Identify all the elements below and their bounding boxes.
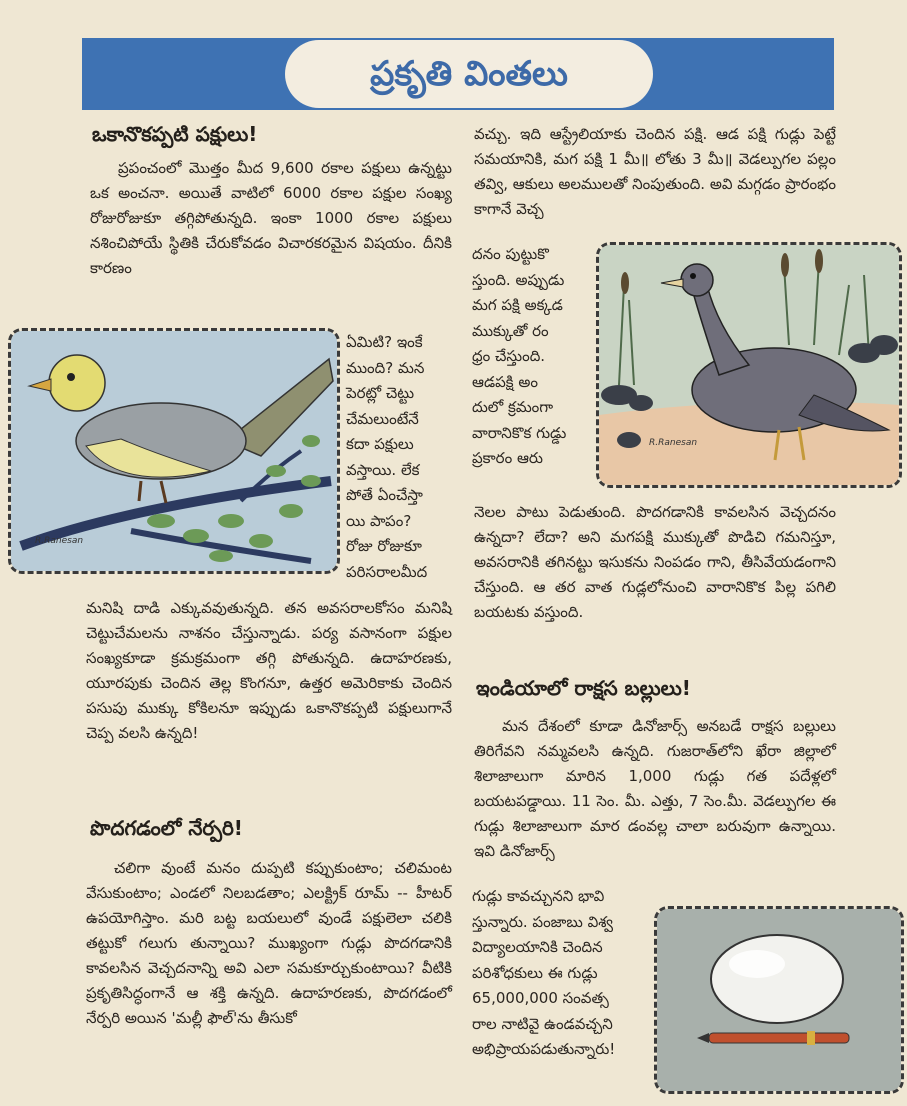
- article-birds-intro: ప్రపంచంలో మొత్తం మీద 9,600 రకాల పక్షులు ఉన్నట్టు ఒక అంచనా. అయితే వాటిలో 6000 రకాల పక్షుల సంఖ్య రోజురోజుకూ తగ్గిపోతున్నది. ఇంకా 1000 రకాల పక్షులు నశించిపోయే స్థితికి చేరుకోవడం విచారకరమైన విషయం. దీనికి కారణం: [90, 159, 452, 277]
- mallee-fowl-drawing: [599, 245, 899, 485]
- mallee-fowl-illustration: [596, 242, 902, 488]
- egg-and-pen-drawing: [657, 909, 901, 1091]
- side-line: పరిశోధకులు ఈ గుడ్లు: [472, 963, 598, 982]
- article-incubation-conclusion: నెలల పాటు పెడుతుంది. పొదగడానికి కావలసిన వెచ్చదనం ఉన్నదా? లేదా? అని మగపక్షి ముక్కుతో పొడిచి గమనిస్తూ, అవసరానికి తగినట్టు ఇసుకను నింపడం గాని, తీసివేయడంగాని చేస్తుంది. ఆ తర వాత గుడ్లలోనుంచి వారానికొక పిల్ల పగిలి బయటకు వస్తుంది.: [474, 503, 836, 621]
- dinosaur-egg-illustration: [654, 906, 904, 1094]
- side-line: ఆడపక్షి అం: [472, 372, 538, 391]
- side-line: వారానికొక గుడ్డు: [472, 423, 567, 442]
- side-line: స్తున్నారు. పంజాబు విశ్వ: [472, 912, 614, 931]
- side-line: 65,000,000 సంవత్స: [472, 989, 609, 1007]
- article-birds-conclusion: మనిషి దాడి ఎక్కువవుతున్నది. తన అవసరాలకోసం మనిషి చెట్టుచేమలను నాశనం చేస్తున్నాడు. పర్య వసానంగా పక్షుల సంఖ్యకూడా క్రమక్రమంగా తగ్గి పోతున్నది. ఉదాహరణకు, యూరపుకు చెందిన తెల్ల కొంగనూ, ఉత్తర అమెరికాకు చెందిన పసుపు ముక్కు కోకిలనూ ఇప్పుడు ఒకానొకప్పటి పక్షులుగానే చెప్ప వలసి ఉన్నది!: [86, 599, 452, 742]
- side-line: మగ పక్షి అక్కడ: [472, 296, 563, 314]
- side-line: వస్తాయి. లేక: [346, 460, 420, 479]
- side-line: ముంది? మన: [346, 358, 425, 377]
- side-line: యి పాపం?: [346, 511, 412, 530]
- section-heading-dinosaurs: ఇండియాలో రాక్షస బల్లులు!: [476, 676, 691, 700]
- side-line: దులో క్రమంగా: [472, 398, 554, 416]
- side-line: అభిప్రాయపడుతున్నారు!: [472, 1040, 616, 1058]
- section-heading-birds: ఒకానొకప్పటి పక్షులు!: [92, 122, 258, 146]
- page-title: ప్రకృతి వింతలు: [370, 54, 568, 94]
- side-line: పోతే ఏంచేస్తా: [346, 486, 423, 504]
- side-line: దనం పుట్టుకొ: [472, 245, 549, 263]
- illustration-credit: R.Ranesan: [649, 438, 698, 448]
- side-line: రోజు రోజుకూ: [346, 537, 422, 555]
- side-line: పరిసరాలమీద: [346, 562, 428, 581]
- side-line: కదా పక్షులు: [346, 435, 414, 453]
- side-line: గుడ్లు కావచ్చునని భావి: [472, 887, 605, 905]
- side-line: చేమలుంటేనే: [346, 409, 419, 428]
- article-dinosaurs-intro: మన దేశంలో కూడా డినోజార్స్ అనబడే రాక్షస బల్లులు తిరిగేవని నమ్మవలసి ఉన్నది. గుజరాత్‌లోని ఖేరా జిల్లాలో శిలాజాలుగా మారిన 1,000 గుడ్లు గత పదేళ్లలో బయటపడ్డాయి. 11 సెం. మీ. ఎత్తు, 7 సెం.మీ. వెడల్పుగల ఈ గుడ్లు శిలాజాలుగా మార డంవల్ల చాలా బరువుగా ఉన్నాయి. ఇవి డినోజార్స్: [474, 717, 836, 860]
- side-line: స్తుంది. అప్పుడు: [472, 270, 565, 289]
- article-incubation-continued: వచ్చు. ఇది ఆస్ట్రేలియాకు చెందిన పక్షి. ఆడ పక్షి గుడ్లు పెట్టే సమయానికి, మగ పక్షి 1 మీ॥ లోతు 3 మీ॥ వెడల్పుగల పల్లం తవ్వి, ఆకులు అలములతో నింపుతుంది. అవి మగ్గడం ప్రారంభం కాగానే వెచ్చ: [474, 125, 836, 218]
- section-heading-incubation: పొదగడంలో నేర్పరి!: [90, 816, 243, 840]
- side-line: ధ్రం చేస్తుంది.: [472, 347, 546, 365]
- article-birds-side-column: [346, 330, 454, 585]
- article-incubation-intro: చలిగా వుంటే మనం దుప్పటి కప్పుకుంటాం; చలిమంట వేసుకుంటాం; ఎండలో నిలబడతాం; ఎలక్ట్రిక్ రూమ్ -- హీటర్ ఉపయోగిస్తాం. మరి బట్ట బయలులో వుండే పక్షులెలా చలికి తట్టుకో గలుగు తున్నాయి? ముఖ్యంగా గుడ్లు పొదగడానికి కావలసిన వెచ్చదనాన్ని అవి ఎలా సమకూర్చుకుంటాయి? వీటికి ప్రకృతిసిద్ధంగానే ఆ శక్తి ఉన్నది. ఉదాహరణకు, పొదగడంలో నేర్పరి అయిన 'మల్లీ ఫౌల్'ను తీసుకో: [86, 859, 452, 1027]
- side-line: ఏమిటి? ఇంకే: [346, 333, 423, 351]
- article-incubation-side-column: [472, 242, 594, 472]
- article-dinosaurs-side-column: [472, 884, 650, 1063]
- side-line: పెరట్లో చెట్టు: [346, 384, 415, 402]
- illustration-credit: R.Ranesan: [35, 536, 84, 546]
- side-line: రాల నాటివై ఉండవచ్చని: [472, 1014, 613, 1033]
- side-line: ముక్కుతో రం: [472, 321, 549, 340]
- side-line: ప్రకారం ఆరు: [472, 449, 543, 467]
- side-line: విద్యాలయానికి చెందిన: [472, 938, 603, 956]
- yellow-bird-drawing: [11, 331, 337, 571]
- yellow-bird-illustration: [8, 328, 340, 574]
